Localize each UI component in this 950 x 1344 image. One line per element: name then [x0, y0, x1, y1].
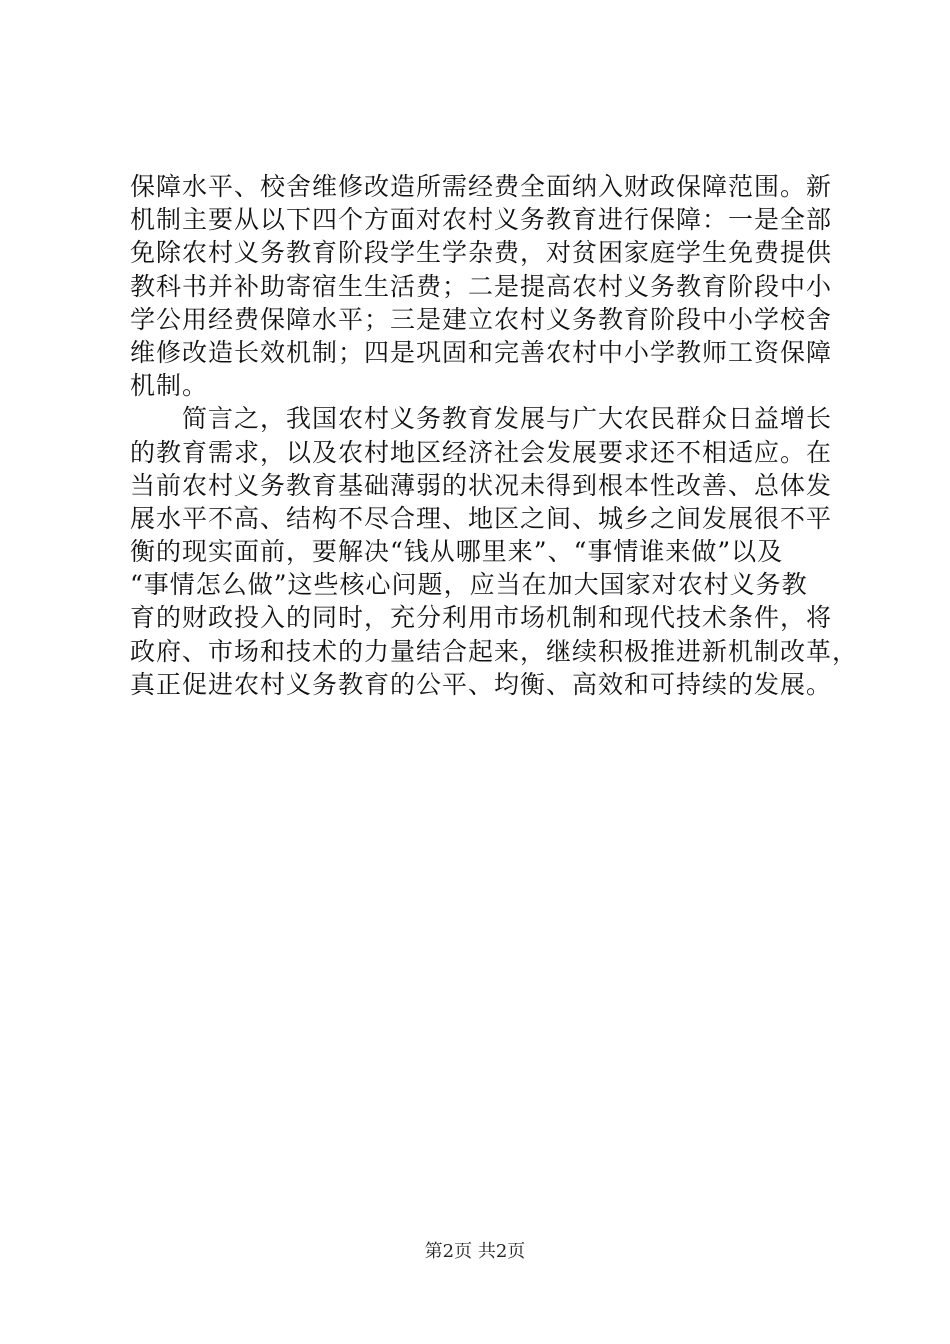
text-line: 真正促进农村义务教育的公平、均衡、高效和可持续的发展。 — [130, 669, 833, 699]
text-line: 政府、市场和技术的力量结合起来，继续积极推进新机制改革， — [130, 636, 859, 666]
text-line: 衡的现实面前，要解决“钱从哪里来”、“事情谁来做”以及 — [130, 537, 784, 567]
text-line: 的教育需求，以及农村地区经济社会发展要求还不相适应。在 — [130, 437, 833, 467]
text-line: 免除农村义务教育阶段学生学杂费，对贫困家庭学生免费提供 — [130, 238, 833, 268]
text-line: 学公用经费保障水平；三是建立农村义务教育阶段中小学校舍 — [130, 304, 833, 334]
body-text — [130, 170, 859, 701]
text-line: 机制主要从以下四个方面对农村义务教育进行保障：一是全部 — [130, 205, 833, 235]
text-line: 育的财政投入的同时，充分利用市场机制和现代技术条件，将 — [130, 603, 833, 633]
text-line: 保障水平、校舍维修改造所需经费全面纳入财政保障范围。新 — [130, 172, 833, 201]
page-number-footer: 第2页 共2页 — [424, 1241, 526, 1262]
text-line: “事情怎么做”这些核心问题，应当在加大国家对农村义务教 — [130, 570, 808, 600]
text-line: 简言之，我国农村义务教育发展与广大农民群众日益增长 — [130, 404, 833, 434]
text-line: 维修改造长效机制；四是巩固和完善农村中小学教师工资保障 — [130, 337, 833, 367]
text-line: 教科书并补助寄宿生生活费；二是提高农村义务教育阶段中小 — [130, 271, 833, 301]
text-line: 展水平不高、结构不尽合理、地区之间、城乡之间发展很不平 — [130, 503, 833, 533]
text-line: 机制。 — [130, 371, 209, 401]
text-line: 当前农村义务教育基础薄弱的状况未得到根本性改善、总体发 — [130, 470, 833, 500]
